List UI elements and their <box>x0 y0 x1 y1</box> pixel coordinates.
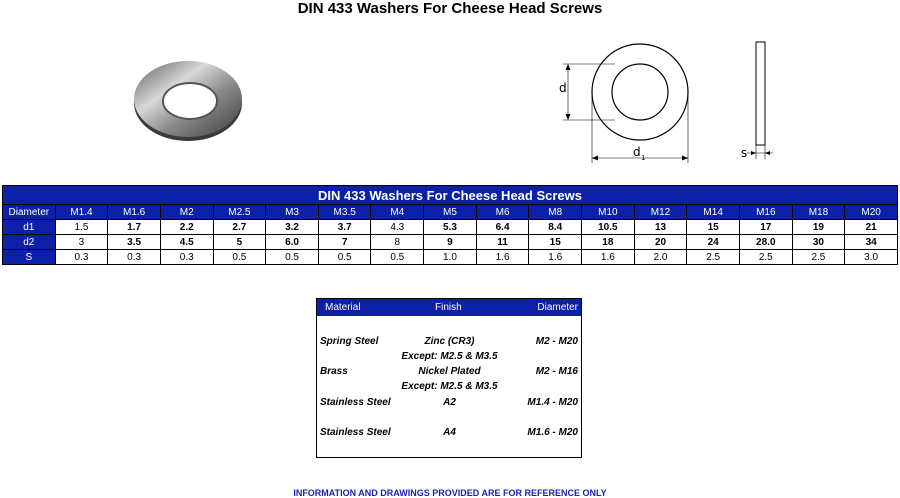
finish-cell: A4 <box>443 427 456 438</box>
header-cell: M14 <box>687 205 740 220</box>
washer-photo <box>128 55 248 145</box>
table-cell: 1.0 <box>424 250 477 265</box>
table-cell: 2.7 <box>213 220 266 235</box>
table-cell: 0.5 <box>266 250 319 265</box>
table-cell: 1.7 <box>108 220 161 235</box>
d1-label: d <box>633 145 641 159</box>
header-cell: M2 <box>160 205 213 220</box>
table-cell: 0.3 <box>55 250 108 265</box>
header-cell: M1.6 <box>108 205 161 220</box>
material-row <box>317 336 581 350</box>
table-row <box>3 220 898 235</box>
dimensions-table <box>2 185 898 265</box>
finish-cell: Zinc (CR3) <box>424 336 475 347</box>
table-cell: 5 <box>213 235 266 250</box>
table-cell: 2.0 <box>634 250 687 265</box>
table-cell: 15 <box>529 235 582 250</box>
diameter-cell: M1.4 - M20 <box>527 397 578 408</box>
header-cell: M18 <box>792 205 845 220</box>
table-cell: 28.0 <box>739 235 792 250</box>
material-row <box>317 351 581 365</box>
material-header: Material <box>325 302 361 313</box>
table-cell: 10.5 <box>582 220 635 235</box>
table-cell: 20 <box>634 235 687 250</box>
d1-subscript: 1 <box>641 154 646 162</box>
table-cell: 0.5 <box>371 250 424 265</box>
table-header-row <box>3 205 898 220</box>
material-row <box>317 397 581 411</box>
table-row <box>3 235 898 250</box>
table-cell: 2.5 <box>739 250 792 265</box>
table-cell: 11 <box>476 235 529 250</box>
table-cell: 4.3 <box>371 220 424 235</box>
header-cell: M16 <box>739 205 792 220</box>
material-row <box>317 366 581 380</box>
table-cell: 19 <box>792 220 845 235</box>
header-cell: M4 <box>371 205 424 220</box>
material-cell: Stainless Steel <box>320 427 391 438</box>
table-cell: 5.3 <box>424 220 477 235</box>
table-cell: 4.5 <box>160 235 213 250</box>
table-cell: 9 <box>424 235 477 250</box>
header-cell: M3.5 <box>318 205 371 220</box>
diameter-cell: M1.6 - M20 <box>527 427 578 438</box>
table-cell: 1.6 <box>476 250 529 265</box>
table-cell: 18 <box>582 235 635 250</box>
table-cell: 0.5 <box>213 250 266 265</box>
material-cell: Stainless Steel <box>320 397 391 408</box>
table-cell: 0.5 <box>318 250 371 265</box>
table-cell: 2.2 <box>160 220 213 235</box>
table-cell: 1.5 <box>55 220 108 235</box>
table-cell: 3.7 <box>318 220 371 235</box>
table-cell: 30 <box>792 235 845 250</box>
finish-cell: A2 <box>443 397 456 408</box>
row-label: d2 <box>3 235 56 250</box>
table-cell: 3.2 <box>266 220 319 235</box>
table-cell: 0.3 <box>160 250 213 265</box>
table-cell: 3.0 <box>845 250 898 265</box>
header-cell: M10 <box>582 205 635 220</box>
table-cell: 24 <box>687 235 740 250</box>
materials-table <box>316 298 582 458</box>
table-cell: 15 <box>687 220 740 235</box>
table-cell: 21 <box>845 220 898 235</box>
header-cell: M20 <box>845 205 898 220</box>
material-cell: Spring Steel <box>320 336 379 347</box>
table-row <box>3 250 898 265</box>
table-cell: 6.4 <box>476 220 529 235</box>
table-cell: 3 <box>55 235 108 250</box>
table-cell: 7 <box>318 235 371 250</box>
reference-disclaimer: INFORMATION AND DRAWINGS PROVIDED ARE FOR REFERENCE ONLY <box>293 488 607 498</box>
table-cell: 0.3 <box>108 250 161 265</box>
materials-header <box>317 299 581 316</box>
header-cell: M8 <box>529 205 582 220</box>
header-cell: M1.4 <box>55 205 108 220</box>
table-cell: 8 <box>371 235 424 250</box>
table-banner: DIN 433 Washers For Cheese Head Screws <box>3 186 898 205</box>
finish-cell: Except: M2.5 & M3.5 <box>401 351 498 362</box>
table-cell: 34 <box>845 235 898 250</box>
diameter-header: Diameter <box>537 302 578 313</box>
table-cell: 6.0 <box>266 235 319 250</box>
table-cell: 2.5 <box>687 250 740 265</box>
finish-cell: Nickel Plated <box>418 366 481 377</box>
washer-drawing <box>555 35 785 170</box>
d-label: d <box>559 81 567 95</box>
diameter-cell: M2 - M16 <box>535 366 578 377</box>
table-cell: 1.6 <box>582 250 635 265</box>
finish-cell: Except: M2.5 & M3.5 <box>401 381 498 392</box>
material-row <box>317 381 581 395</box>
header-cell: M12 <box>634 205 687 220</box>
finish-header: Finish <box>435 302 462 313</box>
table-cell: 2.5 <box>792 250 845 265</box>
table-cell: 1.6 <box>529 250 582 265</box>
row-label: d1 <box>3 220 56 235</box>
page-title: DIN 433 Washers For Cheese Head Screws <box>297 0 603 17</box>
table-cell: 8.4 <box>529 220 582 235</box>
header-cell: M5 <box>424 205 477 220</box>
diameter-cell: M2 - M20 <box>535 336 578 347</box>
material-cell: Brass <box>320 366 348 377</box>
header-cell: M2.5 <box>213 205 266 220</box>
header-cell: M6 <box>476 205 529 220</box>
table-cell: 13 <box>634 220 687 235</box>
table-cell: 17 <box>739 220 792 235</box>
material-row <box>317 427 581 441</box>
table-cell: 3.5 <box>108 235 161 250</box>
header-cell: M3 <box>266 205 319 220</box>
s-label: s <box>741 146 748 160</box>
row-label: S <box>3 250 56 265</box>
header-cell: Diameter <box>3 205 56 220</box>
